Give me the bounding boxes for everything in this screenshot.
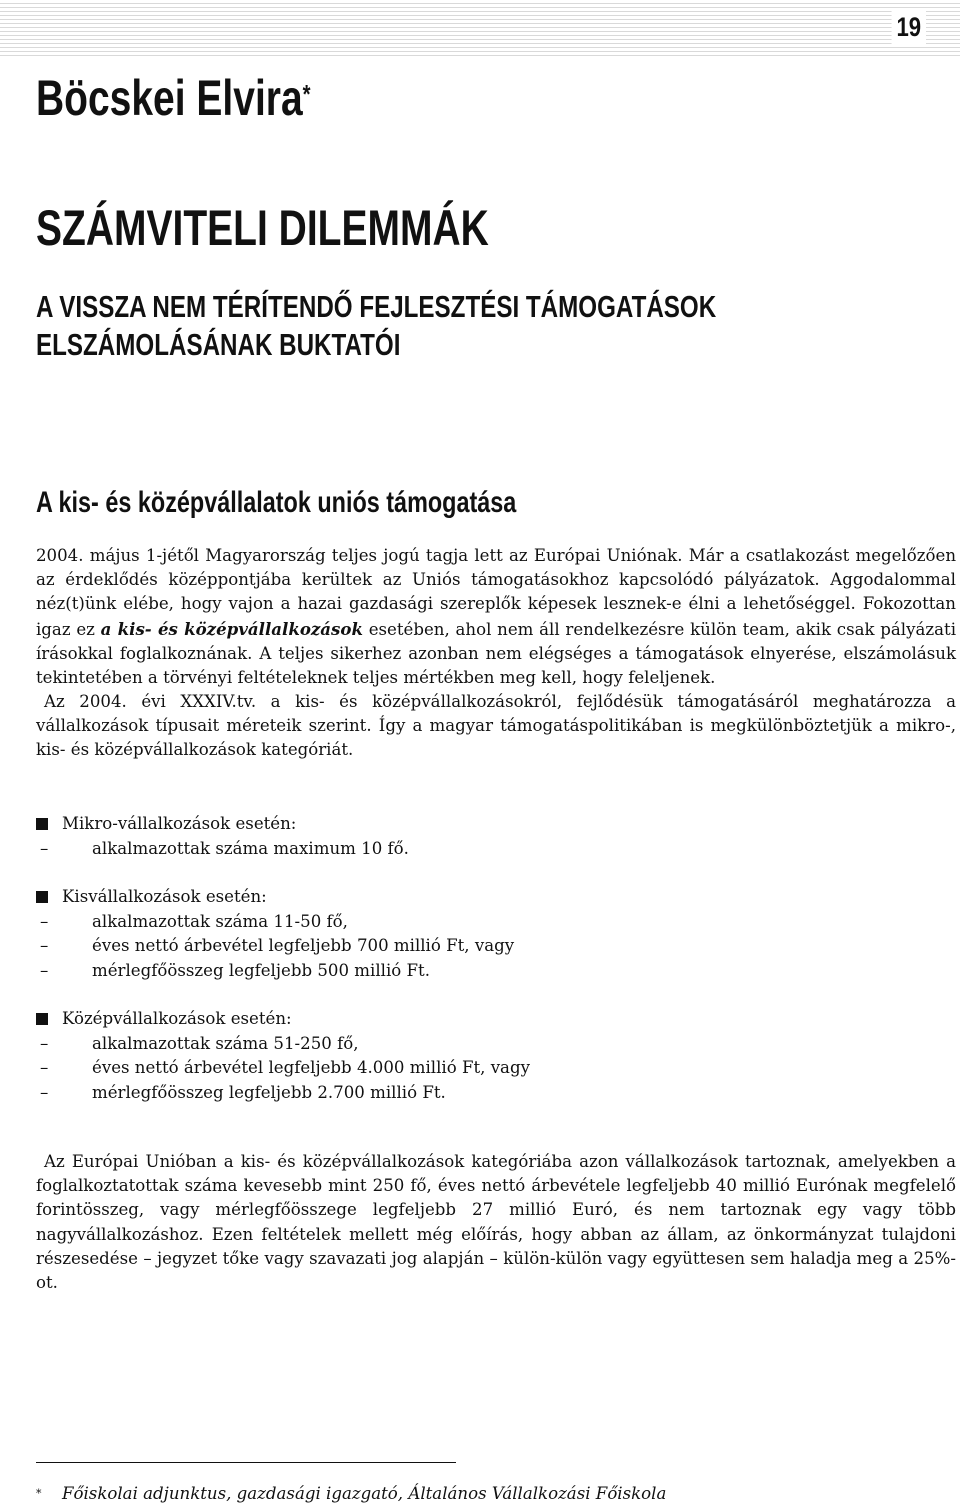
list-item-text: éves nettó árbevétel legfeljebb 700 millió Ft, vagy <box>92 936 515 955</box>
paragraph-intro-start: 2004. május 1-jétől Magyarország teljes jogú tagja lett az Európai Uniónak. Már a csatlakozást megelőzően az érdeklődés középpontjába kerültek az Uniós támogatásokhoz kapcsolódó pályázatok. Aggodalommal néz(t)ünk elébe, hogy vajon a hazai gazdasági szereplők képesek lesznek-e élni a lehetőséggel. Fokozottan igaz ez <box>36 546 956 639</box>
dash-marker: – <box>40 1058 49 1077</box>
list-item <box>36 837 936 862</box>
article-subtitle <box>36 288 716 364</box>
category-micro <box>36 812 936 861</box>
square-bullet-icon <box>36 1013 48 1025</box>
category-micro-heading <box>36 812 936 837</box>
article-title: SZÁMVITELI DILEMMÁK <box>36 200 489 256</box>
list-item-text: alkalmazottak száma 51-250 fő, <box>92 1033 359 1053</box>
list-item-text: mérlegfőösszeg legfeljebb 500 millió Ft. <box>92 960 430 980</box>
paragraph-intro-emphasis: a kis- és középvállalkozások <box>100 618 363 639</box>
dash-marker: – <box>40 1082 49 1102</box>
dash-marker: – <box>40 911 49 931</box>
dash-marker: – <box>40 936 49 955</box>
page-number: 19 <box>892 10 926 44</box>
list-item <box>36 910 936 935</box>
square-bullet-icon <box>36 818 48 830</box>
category-micro-label: Mikro-vállalkozások esetén: <box>62 814 297 833</box>
footnote-divider <box>36 1462 456 1463</box>
category-small-heading <box>36 885 936 910</box>
section-heading: A kis- és középvállalatok uniós támogatása <box>36 486 517 519</box>
author-name-text: Böcskei Elvira <box>36 70 303 126</box>
dash-marker: – <box>40 838 49 858</box>
subtitle-line-2: ELSZÁMOLÁSÁNAK BUKTATÓI <box>36 327 401 362</box>
footnote-marker: * <box>36 1487 42 1500</box>
list-item <box>36 934 936 959</box>
category-medium-heading <box>36 1007 936 1032</box>
list-item <box>36 959 936 984</box>
list-item-text: alkalmazottak száma maximum 10 fő. <box>92 838 409 858</box>
author-footnote-marker: * <box>302 79 311 109</box>
dash-marker: – <box>40 1033 49 1053</box>
list-item-text: alkalmazottak száma 11-50 fő, <box>92 911 348 931</box>
dash-marker: – <box>40 960 49 980</box>
list-item <box>36 1081 936 1106</box>
category-small <box>36 885 936 983</box>
paragraph-eu-definition: Az Európai Unióban a kis- és középvállalkozások kategóriába azon vállalkozások tartoznak, amelyekben a foglalkoztatottak száma kevesebb mint 250 fő, éves nettó árbevétele legfeljebb 40 millió Eurónak megfelelő forintösszeg, vagy mérlegfőösszege legfeljebb 27 millió Euró, és nem tartoznak egy vagy több nagyvállalkozáshoz. Ezen feltételek mellett még előírás, hogy abban az állam, az önkormányzat tulajdoni részesedése – jegyzet tőke vagy szavazati jog alapján – külön-külön vagy együttesen sem haladja meg a 25%-ot. <box>36 1152 956 1293</box>
list-item <box>36 1056 936 1081</box>
category-small-label: Kisvállalkozások esetén: <box>62 887 267 906</box>
footnote-text: Főiskolai adjunktus, gazdasági igazgató, Általános Vállalkozási Főiskola <box>62 1484 667 1503</box>
footnote <box>36 1483 666 1505</box>
paragraph-intro-end: esetében, ahol nem áll rendelkezésre külön team, akik csak pályázati írásokkal foglalkoznának. A teljes sikerhez azonban nem elégséges a támogatások elnyerése, elszámolásuk tekintetében a törvényi feltételeknek teljes mértékben meg kell, hogy feleljenek. <box>36 619 956 688</box>
list-item-text: mérlegfőösszeg legfeljebb 2.700 millió Ft. <box>92 1082 446 1102</box>
category-medium <box>36 1007 936 1105</box>
enterprise-categories <box>36 812 936 1129</box>
square-bullet-icon <box>36 891 48 903</box>
list-item <box>36 1032 936 1057</box>
subtitle-line-1: A VISSZA NEM TÉRÍTENDŐ FEJLESZTÉSI TÁMOGATÁSOK <box>36 289 717 324</box>
header-band <box>0 0 960 58</box>
list-item-text: éves nettó árbevétel legfeljebb 4.000 millió Ft, vagy <box>92 1058 530 1077</box>
author-name <box>36 68 311 128</box>
paragraph-law: Az 2004. évi XXXIV.tv. a kis- és középvállalkozásokról, fejlődésük támogatásáról meghatározza a vállalkozások típusait méreteik szerint. Így a magyar támogatáspolitikában is megkülönböztetjük a mikro-, kis- és középvállalkozások kategóriát. <box>36 692 956 760</box>
paragraph-intro <box>36 544 956 690</box>
category-medium-label: Középvállalkozások esetén: <box>62 1009 292 1028</box>
